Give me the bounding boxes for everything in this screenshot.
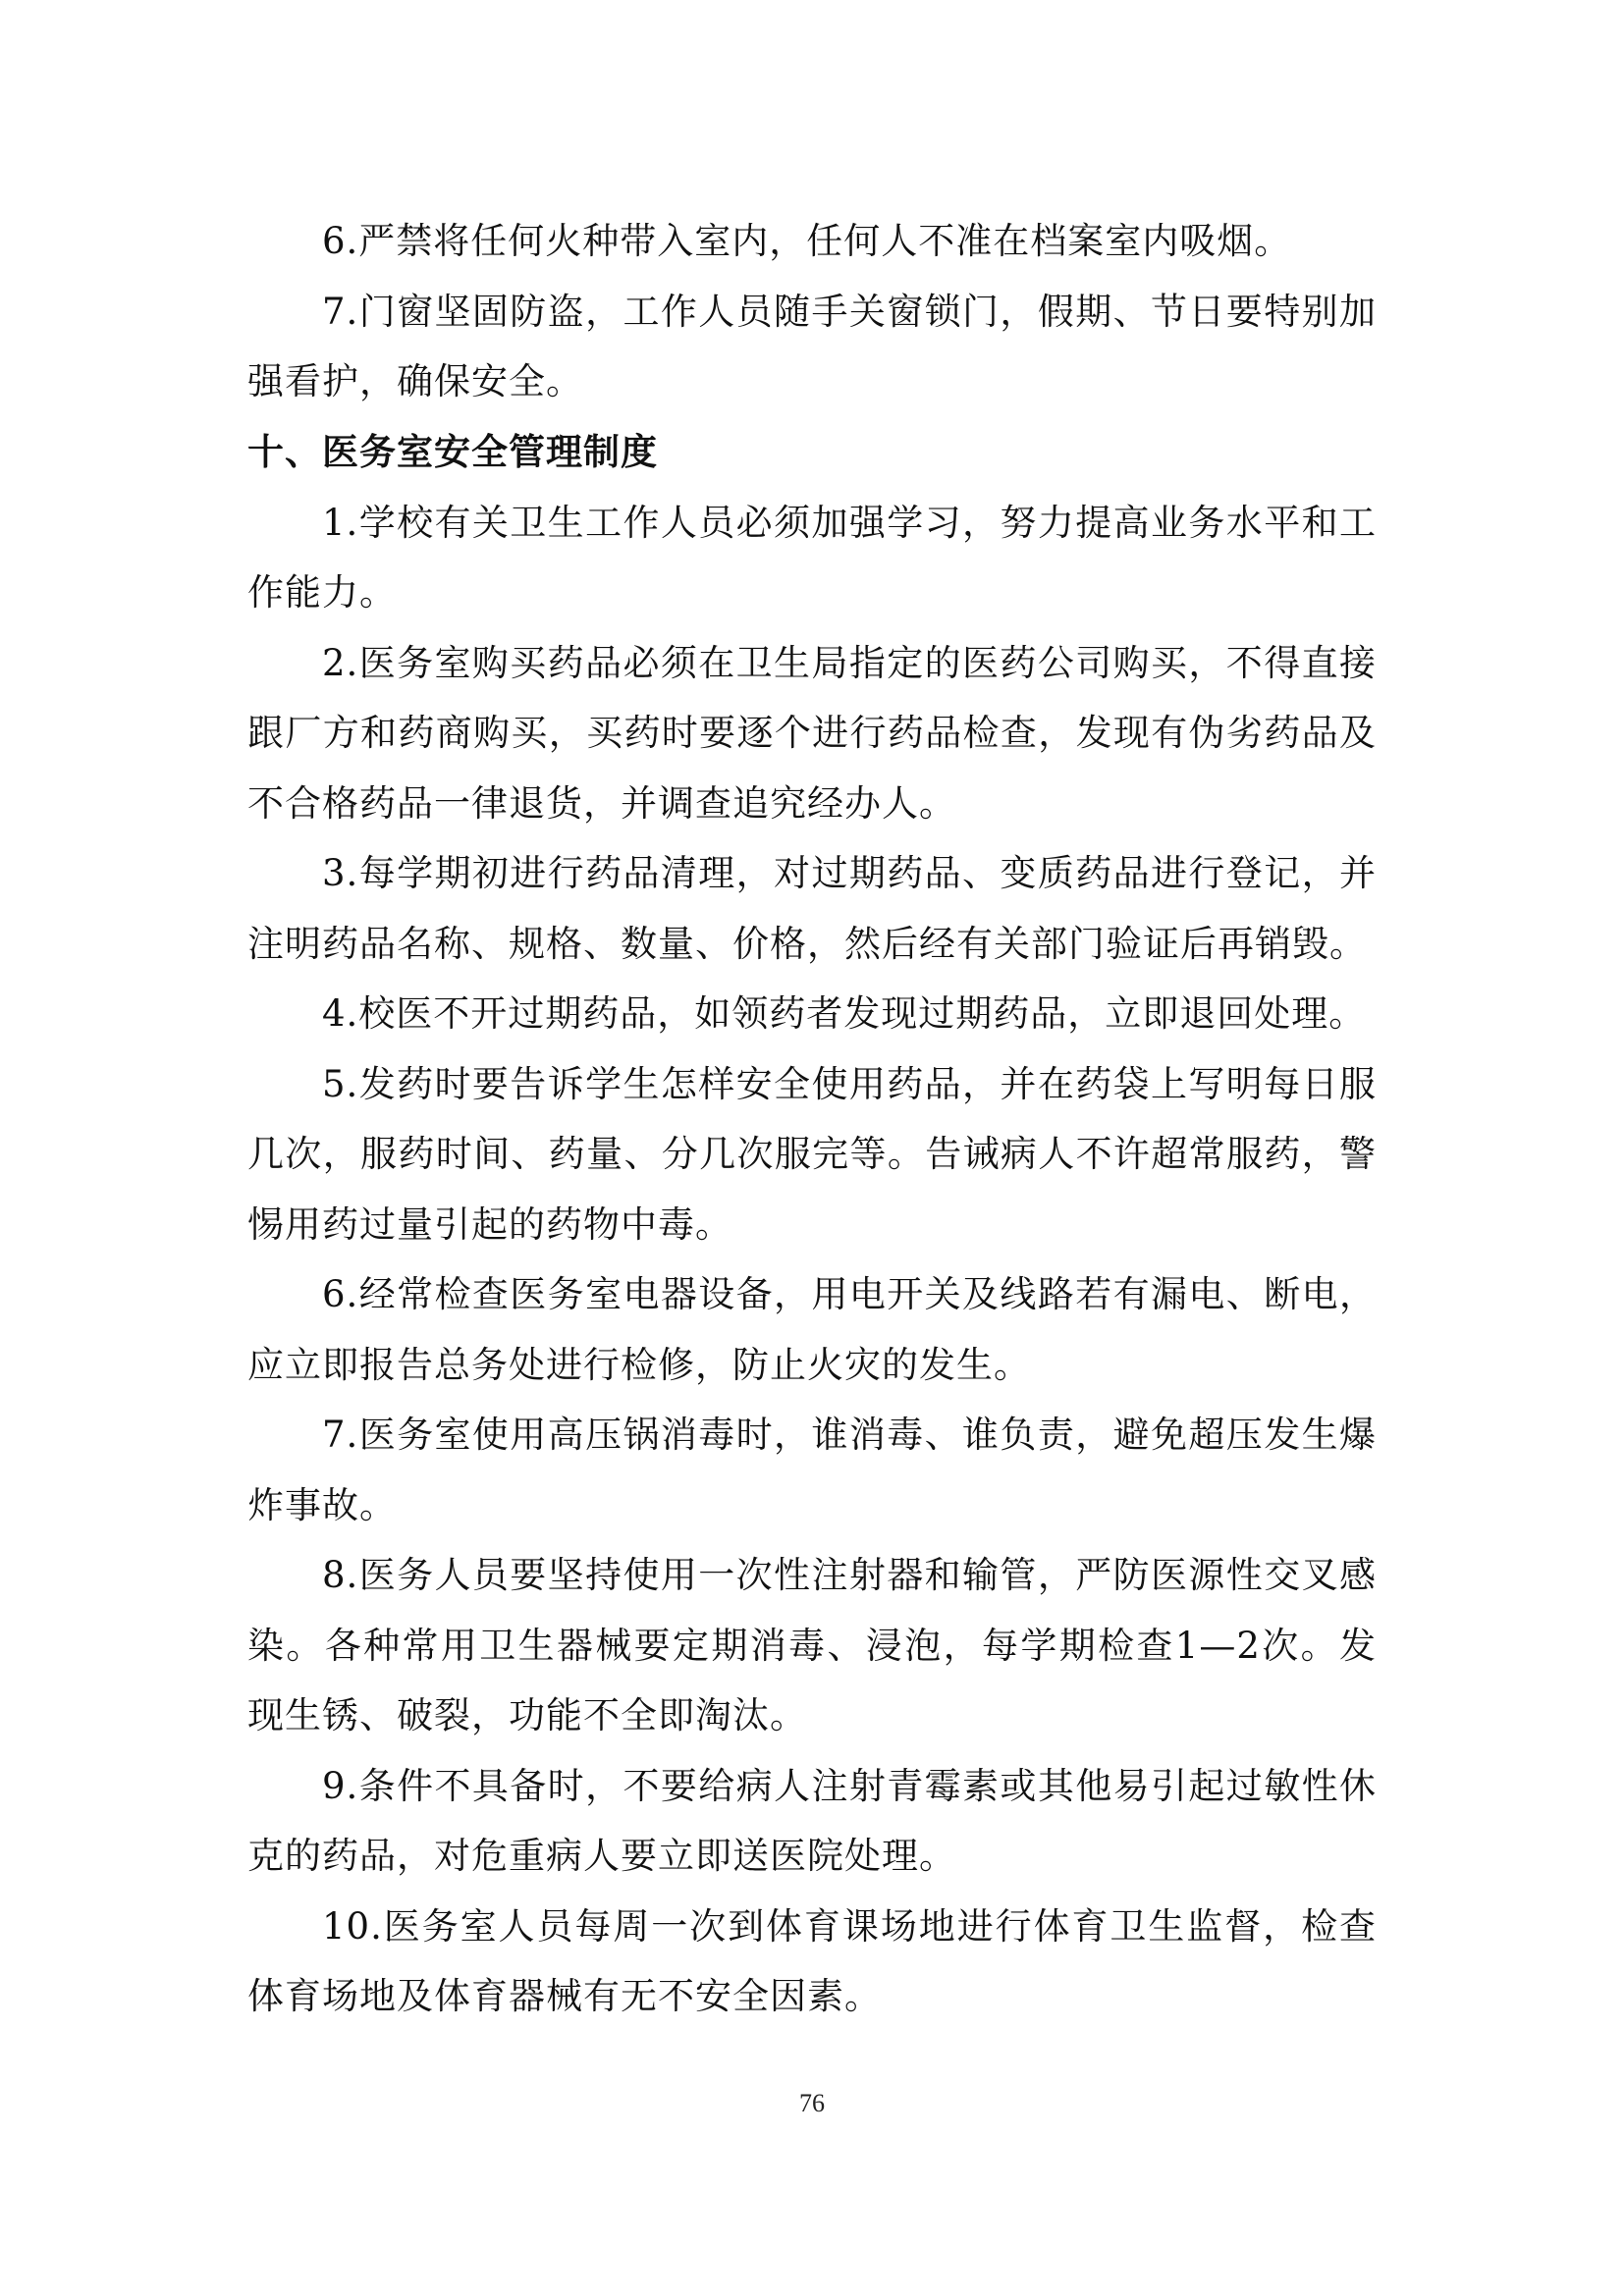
paragraph-clinic-rule-2: 2.医务室购买药品必须在卫生局指定的医药公司购买，不得直接跟厂方和药商购买，买药时要逐个进行药品检查，发现有伪劣药品及不合格药品一律退货，并调查追究经办人。 bbox=[247, 641, 1377, 825]
paragraph-clinic-rule-10: 10.医务室人员每周一次到体育课场地进行体育卫生监督，检查体育场地及体育器械有无不安全因素。 bbox=[247, 1904, 1377, 2017]
page-body bbox=[247, 206, 1377, 2032]
paragraph-archive-rule-7: 7.门窗坚固防盗，工作人员随手关窗锁门，假期、节日要特别加强看护，确保安全。 bbox=[247, 290, 1377, 402]
paragraph-clinic-rule-1: 1.学校有关卫生工作人员必须加强学习，努力提高业务水平和工作能力。 bbox=[247, 501, 1377, 614]
paragraph-clinic-rule-6: 6.经常检查医务室电器设备，用电开关及线路若有漏电、断电，应立即报告总务处进行检修，防止火灾的发生。 bbox=[247, 1273, 1377, 1386]
page-number: 76 bbox=[799, 2089, 825, 2117]
paragraph-clinic-rule-5: 5.发药时要告诉学生怎样安全使用药品，并在药袋上写明每日服几次，服药时间、药量、分几次服完等。告诫病人不许超常服药，警惕用药过量引起的药物中毒。 bbox=[247, 1062, 1377, 1246]
paragraph-clinic-rule-7: 7.医务室使用高压锅消毒时，谁消毒、谁负责，避免超压发生爆炸事故。 bbox=[247, 1414, 1377, 1526]
paragraph-clinic-rule-9: 9.条件不具备时，不要给病人注射青霉素或其他易引起过敏性休克的药品，对危重病人要立即送医院处理。 bbox=[247, 1764, 1377, 1877]
section-heading: 十、医务室安全管理制度 bbox=[247, 430, 658, 473]
paragraph-clinic-rule-4: 4.校医不开过期药品，如领药者发现过期药品，立即退回处理。 bbox=[322, 992, 1367, 1035]
paragraph-clinic-rule-3: 3.每学期初进行药品清理，对过期药品、变质药品进行登记，并注明药品名称、规格、数量、价格，然后经有关部门验证后再销毁。 bbox=[247, 852, 1377, 965]
paragraph-clinic-rule-8: 8.医务人员要坚持使用一次性注射器和输管，严防医源性交叉感染。各种常用卫生器械要定期消毒、浸泡，每学期检查1—2次。发现生锈、破裂，功能不全即淘汰。 bbox=[247, 1554, 1377, 1736]
paragraph-archive-rule-6: 6.严禁将任何火种带入室内，任何人不准在档案室内吸烟。 bbox=[322, 220, 1292, 262]
